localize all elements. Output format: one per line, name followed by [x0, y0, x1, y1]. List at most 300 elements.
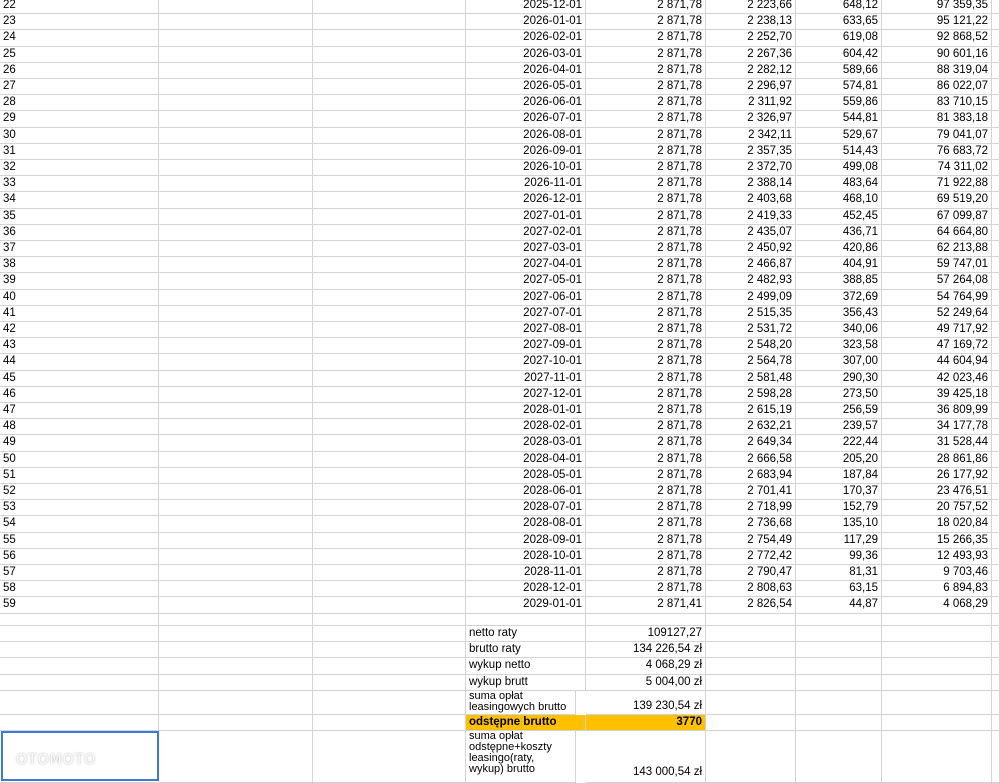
empty-cell[interactable] [992, 435, 1000, 452]
empty-cell[interactable] [159, 614, 313, 626]
cell-payment[interactable]: 2 871,78 [586, 192, 706, 209]
cell-balance[interactable]: 79 041,07 [882, 128, 992, 144]
cell-balance[interactable]: 97 359,35 [882, 0, 992, 14]
cell-date[interactable]: 2027-04-01 [466, 257, 586, 273]
empty-cell[interactable] [796, 675, 882, 691]
cell-balance[interactable]: 34 177,78 [882, 419, 992, 435]
cell-date[interactable]: 2028-11-01 [466, 565, 586, 581]
cell-n[interactable]: 28 [0, 95, 159, 111]
cell-payment[interactable]: 2 871,78 [586, 79, 706, 95]
empty-cell[interactable] [313, 47, 466, 63]
cell-capital[interactable]: 2 372,70 [706, 160, 796, 176]
empty-cell[interactable] [159, 144, 313, 160]
cell-capital[interactable]: 2 808,63 [706, 581, 796, 597]
empty-cell[interactable] [992, 192, 1000, 209]
empty-cell[interactable] [159, 468, 313, 484]
empty-cell[interactable] [313, 241, 466, 257]
cell-date[interactable]: 2028-12-01 [466, 581, 586, 597]
cell-interest[interactable]: 256,59 [796, 403, 882, 419]
cell-balance[interactable]: 36 809,99 [882, 403, 992, 419]
empty-cell[interactable] [159, 597, 313, 614]
cell-balance[interactable]: 57 264,08 [882, 273, 992, 290]
value-suma-oplat[interactable]: 139 230,54 zł [586, 691, 706, 715]
cell-date[interactable]: 2028-02-01 [466, 419, 586, 435]
cell-capital[interactable]: 2 598,28 [706, 387, 796, 403]
empty-cell[interactable] [992, 597, 1000, 614]
cell-payment[interactable]: 2 871,78 [586, 338, 706, 354]
cell-balance[interactable]: 47 169,72 [882, 338, 992, 354]
cell-balance[interactable]: 88 319,04 [882, 63, 992, 79]
cell-interest[interactable]: 619,08 [796, 30, 882, 47]
cell-capital[interactable]: 2 267,36 [706, 47, 796, 63]
empty-cell[interactable] [992, 387, 1000, 403]
empty-cell[interactable] [992, 306, 1000, 322]
empty-cell[interactable] [313, 565, 466, 581]
cell-n[interactable]: 40 [0, 290, 159, 306]
empty-cell[interactable] [159, 306, 313, 322]
cell-balance[interactable]: 62 213,88 [882, 241, 992, 257]
empty-cell[interactable] [992, 128, 1000, 144]
empty-cell[interactable] [706, 731, 796, 783]
empty-cell[interactable] [796, 731, 882, 783]
cell-n[interactable]: 36 [0, 225, 159, 241]
empty-cell[interactable] [586, 614, 706, 626]
empty-cell[interactable] [313, 338, 466, 354]
cell-capital[interactable]: 2 581,48 [706, 371, 796, 387]
cell-payment[interactable]: 2 871,78 [586, 30, 706, 47]
empty-cell[interactable] [313, 257, 466, 273]
empty-cell[interactable] [992, 30, 1000, 47]
empty-cell[interactable] [466, 614, 586, 626]
cell-payment[interactable]: 2 871,78 [586, 225, 706, 241]
empty-cell[interactable] [992, 500, 1000, 516]
cell-interest[interactable]: 529,67 [796, 128, 882, 144]
empty-cell[interactable] [992, 290, 1000, 306]
cell-date[interactable]: 2027-06-01 [466, 290, 586, 306]
cell-payment[interactable]: 2 871,78 [586, 111, 706, 128]
cell-interest[interactable]: 452,45 [796, 209, 882, 225]
cell-capital[interactable]: 2 388,14 [706, 176, 796, 192]
cell-payment[interactable]: 2 871,78 [586, 209, 706, 225]
empty-cell[interactable] [313, 14, 466, 30]
cell-interest[interactable]: 559,86 [796, 95, 882, 111]
empty-cell[interactable] [706, 675, 796, 691]
empty-cell[interactable] [159, 371, 313, 387]
cell-interest[interactable]: 290,30 [796, 371, 882, 387]
cell-payment[interactable]: 2 871,78 [586, 144, 706, 160]
cell-payment[interactable]: 2 871,41 [586, 597, 706, 614]
cell-balance[interactable]: 4 068,29 [882, 597, 992, 614]
cell-payment[interactable]: 2 871,78 [586, 47, 706, 63]
cell-n[interactable]: 54 [0, 516, 159, 533]
cell-payment[interactable]: 2 871,78 [586, 403, 706, 419]
cell-interest[interactable]: 468,10 [796, 192, 882, 209]
cell-capital[interactable]: 2 683,94 [706, 468, 796, 484]
empty-cell[interactable] [992, 371, 1000, 387]
empty-cell[interactable] [313, 273, 466, 290]
empty-cell[interactable] [159, 533, 313, 549]
empty-cell[interactable] [992, 79, 1000, 95]
empty-cell[interactable] [992, 658, 1000, 675]
empty-cell[interactable] [992, 354, 1000, 371]
empty-cell[interactable] [313, 731, 466, 783]
cell-n[interactable]: 27 [0, 79, 159, 95]
cell-balance[interactable]: 69 519,20 [882, 192, 992, 209]
empty-cell[interactable] [159, 715, 313, 731]
cell-interest[interactable]: 222,44 [796, 435, 882, 452]
empty-cell[interactable] [313, 371, 466, 387]
cell-interest[interactable]: 239,57 [796, 419, 882, 435]
empty-cell[interactable] [159, 95, 313, 111]
cell-n[interactable]: 57 [0, 565, 159, 581]
empty-cell[interactable] [992, 614, 1000, 626]
empty-cell[interactable] [706, 626, 796, 642]
empty-cell[interactable] [992, 691, 1000, 715]
cell-interest[interactable]: 205,20 [796, 452, 882, 468]
empty-cell[interactable] [159, 516, 313, 533]
cell-balance[interactable]: 9 703,46 [882, 565, 992, 581]
cell-capital[interactable]: 2 701,41 [706, 484, 796, 500]
empty-cell[interactable] [313, 322, 466, 338]
cell-payment[interactable]: 2 871,78 [586, 160, 706, 176]
empty-cell[interactable] [159, 338, 313, 354]
cell-capital[interactable]: 2 223,66 [706, 0, 796, 14]
empty-cell[interactable] [159, 403, 313, 419]
cell-interest[interactable]: 63,15 [796, 581, 882, 597]
cell-date[interactable]: 2026-12-01 [466, 192, 586, 209]
empty-cell[interactable] [313, 63, 466, 79]
empty-cell[interactable] [313, 209, 466, 225]
cell-n[interactable]: 59 [0, 597, 159, 614]
cell-date[interactable]: 2027-10-01 [466, 354, 586, 371]
empty-cell[interactable] [313, 111, 466, 128]
empty-cell[interactable] [159, 354, 313, 371]
cell-date[interactable]: 2028-03-01 [466, 435, 586, 452]
cell-payment[interactable]: 2 871,78 [586, 516, 706, 533]
cell-interest[interactable]: 152,79 [796, 500, 882, 516]
cell-capital[interactable]: 2 450,92 [706, 241, 796, 257]
cell-balance[interactable]: 52 249,64 [882, 306, 992, 322]
empty-cell[interactable] [992, 675, 1000, 691]
empty-cell[interactable] [992, 731, 1000, 783]
cell-payment[interactable]: 2 871,78 [586, 435, 706, 452]
cell-interest[interactable]: 135,10 [796, 516, 882, 533]
empty-cell[interactable] [159, 111, 313, 128]
cell-payment[interactable]: 2 871,78 [586, 549, 706, 565]
empty-cell[interactable] [159, 419, 313, 435]
cell-date[interactable]: 2026-07-01 [466, 111, 586, 128]
cell-date[interactable]: 2027-11-01 [466, 371, 586, 387]
cell-date[interactable]: 2028-04-01 [466, 452, 586, 468]
cell-capital[interactable]: 2 403,68 [706, 192, 796, 209]
cell-payment[interactable]: 2 871,78 [586, 581, 706, 597]
empty-cell[interactable] [0, 675, 159, 691]
value-netto-raty[interactable]: 109127,27 [586, 626, 706, 642]
cell-balance[interactable]: 44 604,94 [882, 354, 992, 371]
cell-payment[interactable]: 2 871,78 [586, 419, 706, 435]
cell-payment[interactable]: 2 871,78 [586, 468, 706, 484]
empty-cell[interactable] [313, 176, 466, 192]
cell-balance[interactable]: 20 757,52 [882, 500, 992, 516]
cell-balance[interactable]: 18 020,84 [882, 516, 992, 533]
cell-date[interactable]: 2027-02-01 [466, 225, 586, 241]
cell-capital[interactable]: 2 718,99 [706, 500, 796, 516]
empty-cell[interactable] [159, 435, 313, 452]
cell-balance[interactable]: 28 861,86 [882, 452, 992, 468]
empty-cell[interactable] [159, 626, 313, 642]
empty-cell[interactable] [313, 30, 466, 47]
empty-cell[interactable] [706, 691, 796, 715]
empty-cell[interactable] [992, 484, 1000, 500]
cell-interest[interactable]: 323,58 [796, 338, 882, 354]
label-netto-raty[interactable]: netto raty [466, 626, 586, 642]
empty-cell[interactable] [159, 273, 313, 290]
cell-interest[interactable]: 648,12 [796, 0, 882, 14]
empty-cell[interactable] [882, 614, 992, 626]
cell-n[interactable]: 44 [0, 354, 159, 371]
cell-n[interactable]: 43 [0, 338, 159, 354]
label-suma-oplat[interactable]: suma opłat leasingowych brutto [466, 691, 576, 715]
cell-date[interactable]: 2027-09-01 [466, 338, 586, 354]
empty-cell[interactable] [992, 322, 1000, 338]
cell-balance[interactable]: 74 311,02 [882, 160, 992, 176]
cell-date[interactable]: 2029-01-01 [466, 597, 586, 614]
cell-capital[interactable]: 2 736,68 [706, 516, 796, 533]
empty-cell[interactable] [313, 614, 466, 626]
cell-capital[interactable]: 2 772,42 [706, 549, 796, 565]
cell-balance[interactable]: 83 710,15 [882, 95, 992, 111]
empty-cell[interactable] [159, 290, 313, 306]
cell-n[interactable]: 38 [0, 257, 159, 273]
cell-n[interactable]: 25 [0, 47, 159, 63]
cell-n[interactable]: 22 [0, 0, 159, 14]
label-suma-total[interactable]: suma opłat odstępne+koszty leasingo(raty, wykup) brutto [466, 731, 576, 783]
empty-cell[interactable] [313, 484, 466, 500]
empty-cell[interactable] [313, 192, 466, 209]
empty-cell[interactable] [313, 533, 466, 549]
cell-date[interactable]: 2028-06-01 [466, 484, 586, 500]
cell-balance[interactable]: 92 868,52 [882, 30, 992, 47]
empty-cell[interactable] [992, 209, 1000, 225]
empty-cell[interactable] [313, 435, 466, 452]
empty-cell[interactable] [313, 642, 466, 658]
empty-cell[interactable] [706, 642, 796, 658]
empty-cell[interactable] [882, 691, 992, 715]
cell-capital[interactable]: 2 435,07 [706, 225, 796, 241]
empty-cell[interactable] [313, 581, 466, 597]
cell-capital[interactable]: 2 548,20 [706, 338, 796, 354]
empty-cell[interactable] [992, 14, 1000, 30]
empty-cell[interactable] [992, 626, 1000, 642]
cell-n[interactable]: 35 [0, 209, 159, 225]
empty-cell[interactable] [0, 715, 159, 731]
empty-cell[interactable] [159, 0, 313, 14]
cell-n[interactable]: 39 [0, 273, 159, 290]
cell-balance[interactable]: 23 476,51 [882, 484, 992, 500]
empty-cell[interactable] [0, 642, 159, 658]
cell-date[interactable]: 2028-08-01 [466, 516, 586, 533]
label-brutto-raty[interactable]: brutto raty [466, 642, 586, 658]
cell-payment[interactable]: 2 871,78 [586, 95, 706, 111]
empty-cell[interactable] [0, 691, 159, 715]
cell-n[interactable]: 24 [0, 30, 159, 47]
cell-interest[interactable]: 388,85 [796, 273, 882, 290]
label-odstepne[interactable]: odstępne brutto [466, 715, 586, 731]
empty-cell[interactable] [796, 691, 882, 715]
cell-n[interactable]: 55 [0, 533, 159, 549]
cell-interest[interactable]: 604,42 [796, 47, 882, 63]
cell-n[interactable]: 37 [0, 241, 159, 257]
cell-interest[interactable]: 420,86 [796, 241, 882, 257]
empty-cell[interactable] [0, 614, 159, 626]
cell-n[interactable]: 29 [0, 111, 159, 128]
empty-cell[interactable] [159, 549, 313, 565]
cell-capital[interactable]: 2 649,34 [706, 435, 796, 452]
cell-interest[interactable]: 81,31 [796, 565, 882, 581]
empty-cell[interactable] [992, 419, 1000, 435]
cell-interest[interactable]: 340,06 [796, 322, 882, 338]
empty-cell[interactable] [159, 14, 313, 30]
cell-balance[interactable]: 26 177,92 [882, 468, 992, 484]
cell-date[interactable]: 2027-03-01 [466, 241, 586, 257]
cell-interest[interactable]: 44,87 [796, 597, 882, 614]
cell-balance[interactable]: 81 383,18 [882, 111, 992, 128]
value-odstepne[interactable]: 3770 [586, 715, 706, 731]
cell-balance[interactable]: 67 099,87 [882, 209, 992, 225]
empty-cell[interactable] [882, 675, 992, 691]
cell-payment[interactable]: 2 871,78 [586, 273, 706, 290]
cell-capital[interactable]: 2 615,19 [706, 403, 796, 419]
empty-cell[interactable] [796, 614, 882, 626]
empty-cell[interactable] [992, 715, 1000, 731]
cell-balance[interactable]: 42 023,46 [882, 371, 992, 387]
empty-cell[interactable] [992, 176, 1000, 192]
cell-date[interactable]: 2026-05-01 [466, 79, 586, 95]
empty-cell[interactable] [992, 63, 1000, 79]
empty-cell[interactable] [313, 225, 466, 241]
empty-cell[interactable] [159, 128, 313, 144]
empty-cell[interactable] [313, 626, 466, 642]
empty-cell[interactable] [992, 225, 1000, 241]
cell-interest[interactable]: 117,29 [796, 533, 882, 549]
cell-interest[interactable]: 187,84 [796, 468, 882, 484]
cell-payment[interactable]: 2 871,78 [586, 354, 706, 371]
cell-n[interactable]: 33 [0, 176, 159, 192]
cell-capital[interactable]: 2 790,47 [706, 565, 796, 581]
cell-n[interactable]: 51 [0, 468, 159, 484]
cell-date[interactable]: 2028-05-01 [466, 468, 586, 484]
cell-balance[interactable]: 76 683,72 [882, 144, 992, 160]
cell-capital[interactable]: 2 499,09 [706, 290, 796, 306]
cell-date[interactable]: 2026-08-01 [466, 128, 586, 144]
cell-payment[interactable]: 2 871,78 [586, 371, 706, 387]
empty-cell[interactable] [882, 731, 992, 783]
empty-cell[interactable] [992, 468, 1000, 484]
empty-cell[interactable] [159, 500, 313, 516]
cell-capital[interactable]: 2 666,58 [706, 452, 796, 468]
cell-date[interactable]: 2028-01-01 [466, 403, 586, 419]
cell-balance[interactable]: 54 764,99 [882, 290, 992, 306]
cell-date[interactable]: 2027-05-01 [466, 273, 586, 290]
cell-interest[interactable]: 483,64 [796, 176, 882, 192]
empty-cell[interactable] [313, 387, 466, 403]
empty-cell[interactable] [992, 160, 1000, 176]
cell-interest[interactable]: 514,43 [796, 144, 882, 160]
empty-cell[interactable] [992, 565, 1000, 581]
cell-payment[interactable]: 2 871,78 [586, 14, 706, 30]
cell-capital[interactable]: 2 342,11 [706, 128, 796, 144]
empty-cell[interactable] [313, 144, 466, 160]
cell-payment[interactable]: 2 871,78 [586, 387, 706, 403]
cell-payment[interactable]: 2 871,78 [586, 565, 706, 581]
value-brutto-raty[interactable]: 134 226,54 zł [586, 642, 706, 658]
empty-cell[interactable] [796, 642, 882, 658]
empty-cell[interactable] [882, 658, 992, 675]
cell-balance[interactable]: 59 747,01 [882, 257, 992, 273]
cell-capital[interactable]: 2 238,13 [706, 14, 796, 30]
cell-date[interactable]: 2026-06-01 [466, 95, 586, 111]
empty-cell[interactable] [313, 452, 466, 468]
cell-capital[interactable]: 2 754,49 [706, 533, 796, 549]
empty-cell[interactable] [992, 642, 1000, 658]
empty-cell[interactable] [159, 691, 313, 715]
cell-date[interactable]: 2028-09-01 [466, 533, 586, 549]
cell-payment[interactable]: 2 871,78 [586, 306, 706, 322]
cell-capital[interactable]: 2 326,97 [706, 111, 796, 128]
empty-cell[interactable] [992, 338, 1000, 354]
empty-cell[interactable] [313, 675, 466, 691]
cell-date[interactable]: 2025-12-01 [466, 0, 586, 14]
cell-date[interactable]: 2026-03-01 [466, 47, 586, 63]
empty-cell[interactable] [159, 192, 313, 209]
empty-cell[interactable] [992, 533, 1000, 549]
empty-cell[interactable] [992, 452, 1000, 468]
empty-cell[interactable] [313, 691, 466, 715]
empty-cell[interactable] [992, 273, 1000, 290]
empty-cell[interactable] [313, 128, 466, 144]
cell-n[interactable]: 46 [0, 387, 159, 403]
cell-interest[interactable]: 273,50 [796, 387, 882, 403]
cell-interest[interactable]: 99,36 [796, 549, 882, 565]
cell-balance[interactable]: 49 717,92 [882, 322, 992, 338]
empty-cell[interactable] [159, 658, 313, 675]
empty-cell[interactable] [313, 658, 466, 675]
value-wykup-netto[interactable]: 4 068,29 zł [586, 658, 706, 675]
empty-cell[interactable] [706, 715, 796, 731]
cell-payment[interactable]: 2 871,78 [586, 257, 706, 273]
cell-capital[interactable]: 2 515,35 [706, 306, 796, 322]
cell-balance[interactable]: 71 922,88 [882, 176, 992, 192]
value-wykup-brutt[interactable]: 5 004,00 zł [586, 675, 706, 691]
cell-interest[interactable]: 372,69 [796, 290, 882, 306]
empty-cell[interactable] [159, 675, 313, 691]
empty-cell[interactable] [313, 549, 466, 565]
cell-date[interactable]: 2026-09-01 [466, 144, 586, 160]
cell-date[interactable]: 2028-10-01 [466, 549, 586, 565]
cell-n[interactable]: 30 [0, 128, 159, 144]
cell-date[interactable]: 2026-11-01 [466, 176, 586, 192]
cell-capital[interactable]: 2 252,70 [706, 30, 796, 47]
empty-cell[interactable] [313, 715, 466, 731]
empty-cell[interactable] [159, 241, 313, 257]
value-suma-total[interactable]: 143 000,54 zł [586, 731, 706, 783]
cell-capital[interactable]: 2 826,54 [706, 597, 796, 614]
cell-interest[interactable]: 307,00 [796, 354, 882, 371]
empty-cell[interactable] [159, 176, 313, 192]
empty-cell[interactable] [313, 354, 466, 371]
empty-cell[interactable] [992, 47, 1000, 63]
empty-cell[interactable] [0, 658, 159, 675]
